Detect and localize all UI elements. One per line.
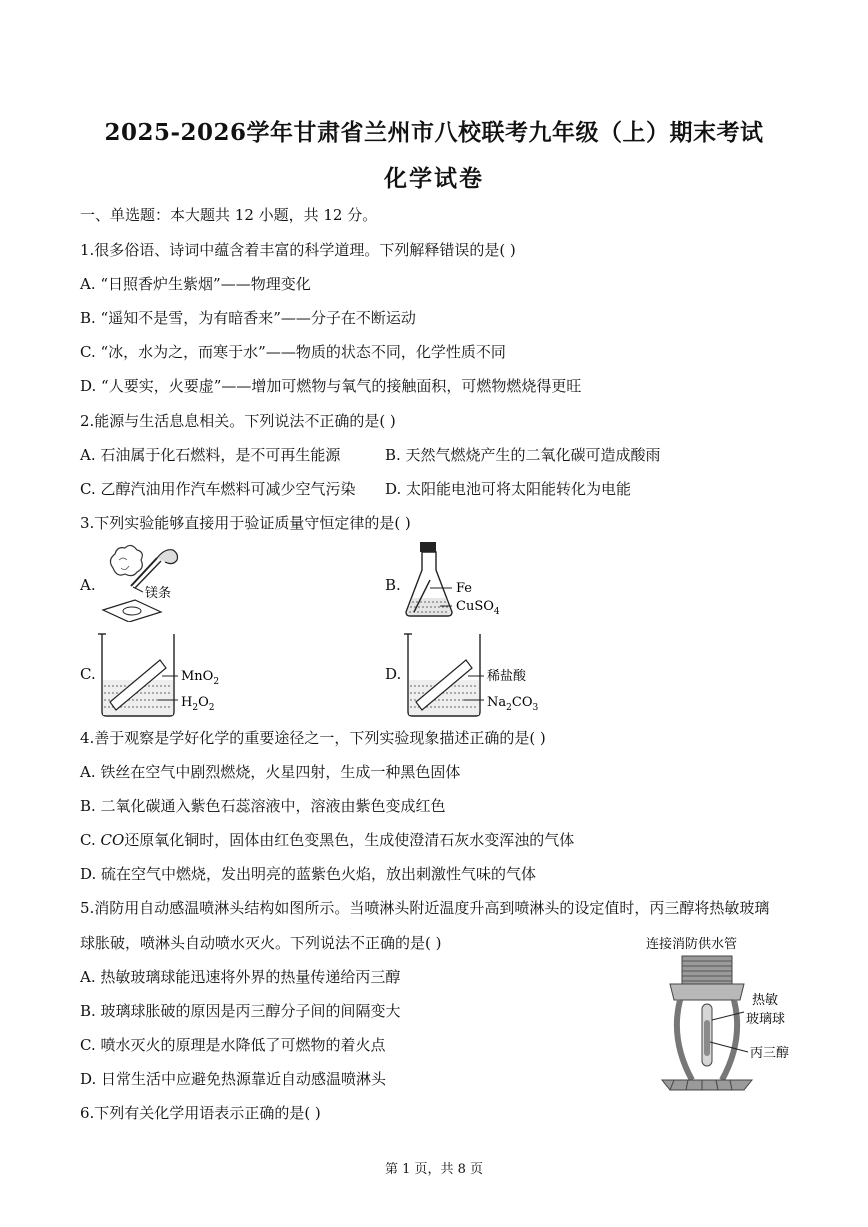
hcl-label: 稀盐酸 (487, 669, 527, 684)
q3-option-c-label: C. (80, 665, 96, 683)
q2-option-a: A. 石油属于化石燃料，是不可再生能源 (80, 446, 341, 464)
exam-subtitle: 化学试卷 (384, 165, 484, 192)
q2-option-d: D. 太阳能电池可将太阳能转化为电能 (385, 480, 632, 498)
glycerol-label: 丙三醇 (750, 1046, 790, 1061)
q2-option-c: C. 乙醇汽油用作汽车燃料可减少空气污染 (80, 480, 356, 498)
q1-option-a: A. “日照香炉生紫烟”——物理变化 (80, 275, 311, 293)
q4-stem: 4.善于观察是学好化学的重要途径之一，下列实验现象描述正确的是( ) (80, 729, 546, 747)
q3-option-d-label: D. (385, 665, 402, 683)
mg-ribbon-label: 镁条 (145, 586, 172, 601)
fe-cuso4-flask-figure (400, 540, 510, 625)
q5-option-b: B. 玻璃球胀破的原因是丙三醇分子间的间隔变大 (80, 1002, 401, 1020)
q4-option-d: D. 硫在空气中燃烧，发出明亮的蓝紫色火焰，放出刺激性气味的气体 (80, 865, 537, 883)
q6-stem: 6.下列有关化学用语表示正确的是( ) (80, 1104, 321, 1122)
q4-option-c: C. CO还原氧化铜时，固体由红色变黑色，生成使澄清石灰水变浑浊的气体 (80, 831, 575, 849)
q3-option-a-label: A. (80, 576, 96, 594)
na2co3-label: $Na_2CO_3$ (487, 695, 539, 713)
q1-option-c: C. “冰，水为之，而寒于水”——物质的状态不同，化学性质不同 (80, 343, 506, 361)
q1-option-b: B. “遥知不是雪，为有暗香来”——分子在不断运动 (80, 309, 416, 327)
q2-stem: 2.能源与生活息息相关。下列说法不正确的是( ) (80, 412, 396, 430)
magnesium-ribbon-figure (95, 540, 205, 622)
cuso4-label: CuSO$_4$ (456, 599, 500, 617)
q3-stem: 3.下列实验能够直接用于验证质量守恒定律的是( ) (80, 514, 411, 532)
mno2-label: MnO$_2$ (181, 669, 220, 687)
glass-bulb-label-2: 玻璃球 (746, 1012, 786, 1027)
fe-label: Fe (456, 581, 473, 596)
page-footer: 第 1 页，共 8 页 (384, 1162, 484, 1177)
sprinkler-pipe-label: 连接消防供水管 (646, 937, 738, 952)
q4-option-a: A. 铁丝在空气中剧烈燃烧，火星四射，生成一种黑色固体 (80, 763, 461, 781)
sprinkler-head-figure (640, 930, 800, 1102)
q3-option-b-label: B. (385, 576, 401, 594)
q5-option-d: D. 日常生活中应避免热源靠近自动感温喷淋头 (80, 1070, 387, 1088)
q4-option-b: B. 二氧化碳通入紫色石蕊溶液中，溶液由紫色变成红色 (80, 797, 446, 815)
q1-option-d: D. “人要实，火要虚”——增加可燃物与氧气的接触面积，可燃物燃烧得更旺 (80, 377, 582, 395)
q1-stem: 1.很多俗语、诗词中蕴含着丰富的科学道理。下列解释错误的是( ) (80, 241, 516, 259)
exam-title: 2025-2026学年甘肃省兰州市八校联考九年级（上）期末考试 (104, 119, 764, 146)
h2o2-label: $H_2O_2$ (181, 695, 215, 713)
glass-bulb-label-1: 热敏 (752, 993, 779, 1008)
q5-option-c: C. 喷水灭火的原理是水降低了可燃物的着火点 (80, 1036, 386, 1054)
q5-option-a: A. 热敏玻璃球能迅速将外界的热量传递给丙三醇 (80, 968, 401, 986)
mno2-h2o2-beaker-figure (98, 630, 228, 720)
hcl-na2co3-beaker-figure (404, 630, 554, 720)
section-heading: 一、单选题：本大题共 12 小题，共 12 分。 (80, 206, 378, 224)
q5-stem-line1: 5.消防用自动感温喷淋头结构如图所示。当喷淋头附近温度升高到喷淋头的设定值时，丙三醇将热敏玻璃 (80, 899, 770, 917)
q5-stem-line2: 球胀破，喷淋头自动喷水灭火。下列说法不正确的是( ) (80, 934, 442, 952)
q2-option-b: B. 天然气燃烧产生的二氧化碳可造成酸雨 (385, 446, 661, 464)
